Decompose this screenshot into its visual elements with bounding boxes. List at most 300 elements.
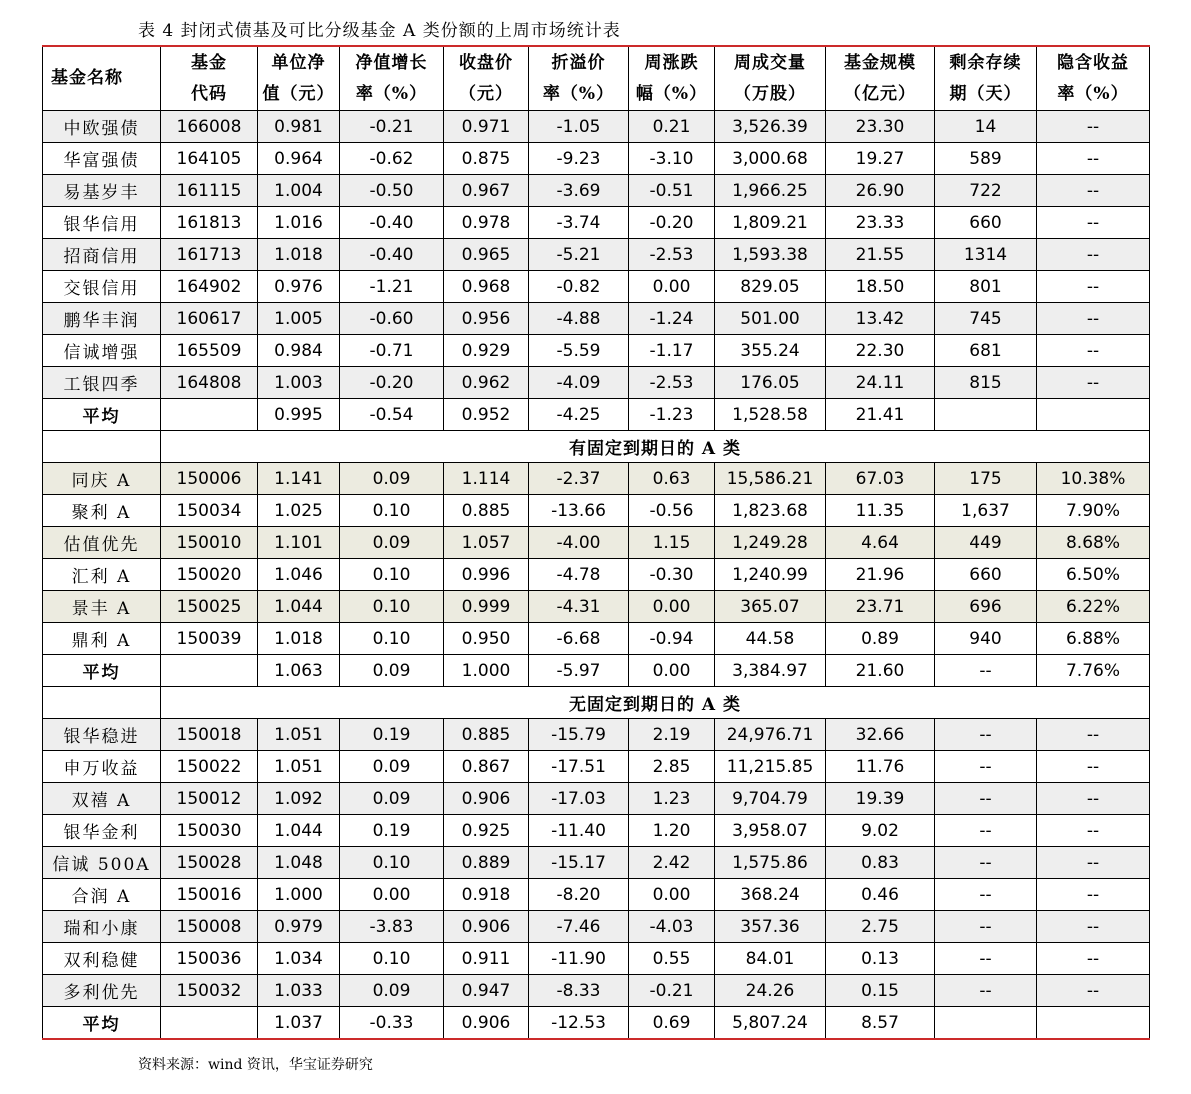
table-cell: 1.057 [444,527,529,559]
table-cell: -1.17 [629,335,715,367]
table-cell: 0.918 [444,879,529,911]
column-header [715,46,826,111]
table-cell: 1.114 [444,463,529,495]
table-cell: 1.000 [258,879,340,911]
fund-name-cell: 双禧 A [43,783,161,815]
table-cell: -3.69 [529,175,629,207]
table-cell: 7.90% [1037,495,1150,527]
table-cell: 1,809.21 [715,207,826,239]
table-row [43,815,1150,847]
fund-name-cell: 聚利 A [43,495,161,527]
table-cell: -1.21 [340,271,444,303]
fund-name-cell: 申万收益 [43,751,161,783]
column-header-text: 隐含收益 [1057,52,1129,73]
table-cell: 0.00 [340,879,444,911]
fund-name-cell: 交银信用 [43,271,161,303]
column-header [444,46,529,111]
table-cell: -4.78 [529,559,629,591]
table-cell: -- [1037,879,1150,911]
column-header-text: 值（元） [262,83,335,104]
table-cell: 1.046 [258,559,340,591]
average-cell: 1,528.58 [715,399,826,431]
table-cell: -17.03 [529,783,629,815]
table-cell: -4.00 [529,527,629,559]
table-cell: 368.24 [715,879,826,911]
table-cell: 1.048 [258,847,340,879]
column-header [826,46,935,111]
table-cell: 1.141 [258,463,340,495]
average-cell: -5.97 [529,655,629,687]
average-cell: 0.906 [444,1007,529,1040]
average-cell: 0.995 [258,399,340,431]
table-cell: 21.55 [826,239,935,271]
table-cell: 1,823.68 [715,495,826,527]
section-spacer [43,431,161,463]
table-cell: 0.00 [629,879,715,911]
table-cell: -11.90 [529,943,629,975]
table-cell: 1.092 [258,783,340,815]
table-cell: 0.968 [444,271,529,303]
table-cell: 0.996 [444,559,529,591]
table-cell: 1,575.86 [715,847,826,879]
table-cell: -- [1037,751,1150,783]
average-cell: -4.25 [529,399,629,431]
column-header-text: 基金 [191,52,227,73]
table-cell: 449 [935,527,1037,559]
table-cell: 0.10 [340,495,444,527]
table-cell: 0.885 [444,495,529,527]
table-cell: 0.971 [444,111,529,143]
table-cell: -0.21 [629,975,715,1007]
table-cell: 745 [935,303,1037,335]
table-cell: 0.19 [340,815,444,847]
table-cell: -- [935,943,1037,975]
table-cell: -- [1037,719,1150,751]
table-cell: 501.00 [715,303,826,335]
table-cell: 1.004 [258,175,340,207]
table-cell: 161115 [161,175,258,207]
table-cell: 19.39 [826,783,935,815]
table-cell: 1.005 [258,303,340,335]
table-cell: 0.925 [444,815,529,847]
column-header-text: 收盘价 [459,52,513,73]
table-cell: 23.30 [826,111,935,143]
column-header-text: 率（%） [355,83,428,104]
table-cell: 1.018 [258,623,340,655]
table-cell: 1.025 [258,495,340,527]
table-cell: -4.09 [529,367,629,399]
table-cell: 160617 [161,303,258,335]
table-cell: 0.21 [629,111,715,143]
table-cell: 1.23 [629,783,715,815]
table-cell: -15.79 [529,719,629,751]
table-row [43,591,1150,623]
table-cell: 0.00 [629,591,715,623]
table-cell: -15.17 [529,847,629,879]
fund-table-wrapper [42,45,1149,1040]
table-row [43,335,1150,367]
average-cell: 1.037 [258,1007,340,1040]
table-cell: 940 [935,623,1037,655]
table-cell: 0.10 [340,847,444,879]
average-cell: 0.952 [444,399,529,431]
table-cell: 0.10 [340,943,444,975]
table-cell: 696 [935,591,1037,623]
table-row [43,527,1150,559]
average-cell [935,1007,1037,1040]
table-row [43,143,1150,175]
column-header-text: 折溢价 [551,52,606,73]
table-row [43,495,1150,527]
table-cell: 150036 [161,943,258,975]
average-cell: -0.54 [340,399,444,431]
table-row [43,879,1150,911]
column-header-text: 率（%） [542,83,615,104]
table-cell: 15,586.21 [715,463,826,495]
table-cell: 1314 [935,239,1037,271]
column-header-text: 单位净 [271,52,326,73]
table-cell: 8.68% [1037,527,1150,559]
table-cell: -- [1037,271,1150,303]
table-row [43,367,1150,399]
average-cell: 5,807.24 [715,1007,826,1040]
table-cell: 9.02 [826,815,935,847]
table-cell: 0.962 [444,367,529,399]
table-cell: 1.044 [258,591,340,623]
fund-name-cell: 双利稳健 [43,943,161,975]
table-cell: 2.85 [629,751,715,783]
table-cell: 660 [935,207,1037,239]
average-cell [935,399,1037,431]
table-cell: 2.42 [629,847,715,879]
fund-name-cell: 信诚增强 [43,335,161,367]
average-cell: -0.33 [340,1007,444,1040]
average-cell [161,399,258,431]
table-cell: -17.51 [529,751,629,783]
table-cell: -0.62 [340,143,444,175]
table-cell: -9.23 [529,143,629,175]
average-cell [1037,399,1150,431]
table-row [43,559,1150,591]
table-row [43,207,1150,239]
column-header [161,46,258,111]
column-header-text: 幅（%） [635,83,708,104]
table-cell: 2.19 [629,719,715,751]
column-header-text: 期（天） [949,83,1022,104]
table-cell: 161713 [161,239,258,271]
table-cell: -- [1037,783,1150,815]
column-header-text: 剩余存续 [949,52,1022,73]
fund-name-cell: 银华金利 [43,815,161,847]
table-cell: -0.30 [629,559,715,591]
table-cell: 0.906 [444,783,529,815]
fund-name-cell: 银华稳进 [43,719,161,751]
table-cell: 150022 [161,751,258,783]
table-cell: 0.00 [629,271,715,303]
table-cell: -- [1037,303,1150,335]
table-cell: 32.66 [826,719,935,751]
table-cell: 1,240.99 [715,559,826,591]
table-cell: -- [935,975,1037,1007]
table-cell: 1.101 [258,527,340,559]
table-cell: 0.09 [340,975,444,1007]
fund-name-cell: 估值优先 [43,527,161,559]
column-header-text: 周成交量 [734,52,806,73]
table-cell: 84.01 [715,943,826,975]
average-row [43,399,1150,431]
column-header-text: 率（%） [1057,83,1129,104]
table-cell: 67.03 [826,463,935,495]
table-cell: 0.950 [444,623,529,655]
table-caption: 表 4 封闭式债基及可比分级基金 A 类份额的上周市场统计表 [138,21,621,41]
table-cell: 0.978 [444,207,529,239]
fund-name-cell: 银华信用 [43,207,161,239]
table-cell: 11.35 [826,495,935,527]
table-cell: -4.31 [529,591,629,623]
table-cell: 22.30 [826,335,935,367]
table-row [43,719,1150,751]
table-cell: 0.867 [444,751,529,783]
table-cell: -- [1037,911,1150,943]
average-cell: 1.063 [258,655,340,687]
table-cell: 357.36 [715,911,826,943]
fund-name-cell: 易基岁丰 [43,175,161,207]
table-cell: 365.07 [715,591,826,623]
table-cell: -8.33 [529,975,629,1007]
table-cell: -3.74 [529,207,629,239]
table-cell: 150018 [161,719,258,751]
average-label: 平均 [43,655,161,687]
column-header-text: 净值增长 [355,52,428,73]
table-cell: 0.947 [444,975,529,1007]
table-body [43,111,1150,1040]
average-cell: 3,384.97 [715,655,826,687]
fund-name-cell: 鼎利 A [43,623,161,655]
fund-name-cell: 鹏华丰润 [43,303,161,335]
table-cell: -5.21 [529,239,629,271]
table-cell: 0.09 [340,527,444,559]
table-cell: 150020 [161,559,258,591]
section-header-row [43,687,1150,719]
average-cell [1037,1007,1150,1040]
table-cell: 1.044 [258,815,340,847]
table-cell: -- [1037,815,1150,847]
table-cell: 0.929 [444,335,529,367]
table-cell: -6.68 [529,623,629,655]
table-cell: 11,215.85 [715,751,826,783]
column-header [43,46,161,111]
table-cell: 21.96 [826,559,935,591]
section-title: 无固定到期日的 A 类 [161,687,1150,719]
table-cell: -0.94 [629,623,715,655]
table-cell: 1,637 [935,495,1037,527]
column-header-text: 基金规模 [844,52,916,73]
table-cell: 13.42 [826,303,935,335]
table-cell: 24.11 [826,367,935,399]
table-row [43,303,1150,335]
table-cell: 0.89 [826,623,935,655]
table-cell: 150025 [161,591,258,623]
table-cell: 150032 [161,975,258,1007]
table-row [43,847,1150,879]
fund-name-cell: 同庆 A [43,463,161,495]
column-header-text: （万股） [734,83,806,104]
table-cell: 0.83 [826,847,935,879]
table-cell: 722 [935,175,1037,207]
table-cell: 2.75 [826,911,935,943]
table-cell: 0.967 [444,175,529,207]
table-cell: 150008 [161,911,258,943]
section-title: 有固定到期日的 A 类 [161,431,1150,463]
table-cell: -- [935,783,1037,815]
table-cell: -4.88 [529,303,629,335]
table-cell: 0.964 [258,143,340,175]
table-cell: -1.05 [529,111,629,143]
column-header [935,46,1037,111]
table-cell: 150034 [161,495,258,527]
table-cell: 11.76 [826,751,935,783]
table-cell: -- [1037,175,1150,207]
table-cell: -0.82 [529,271,629,303]
table-cell: 150012 [161,783,258,815]
table-cell: 0.906 [444,911,529,943]
fund-name-cell: 信诚 500A [43,847,161,879]
table-cell: 3,000.68 [715,143,826,175]
average-cell: 0.09 [340,655,444,687]
column-header-text: 周涨跌 [644,52,699,73]
table-cell: 3,958.07 [715,815,826,847]
column-header-text: （元） [459,83,513,104]
average-label: 平均 [43,1007,161,1040]
source-note: 资料来源：wind 资讯，华宝证券研究 [138,1057,373,1073]
fund-name-cell: 工银四季 [43,367,161,399]
table-row [43,463,1150,495]
table-cell: 1,966.25 [715,175,826,207]
table-cell: -- [935,847,1037,879]
table-cell: 0.911 [444,943,529,975]
average-cell: 21.41 [826,399,935,431]
table-cell: 1.016 [258,207,340,239]
table-cell: 10.38% [1037,463,1150,495]
table-cell: 1.15 [629,527,715,559]
average-cell: -12.53 [529,1007,629,1040]
table-row [43,783,1150,815]
table-cell: 0.13 [826,943,935,975]
table-cell: 176.05 [715,367,826,399]
table-cell: 150006 [161,463,258,495]
table-cell: 0.63 [629,463,715,495]
table-cell: 165509 [161,335,258,367]
table-cell: -0.51 [629,175,715,207]
table-row [43,175,1150,207]
table-row [43,623,1150,655]
table-cell: -0.56 [629,495,715,527]
table-cell: 0.956 [444,303,529,335]
table-cell: 1.051 [258,719,340,751]
table-cell: 681 [935,335,1037,367]
table-cell: 829.05 [715,271,826,303]
table-cell: 175 [935,463,1037,495]
table-cell: 164105 [161,143,258,175]
table-cell: 23.33 [826,207,935,239]
table-cell: 166008 [161,111,258,143]
column-header-text: 代码 [191,83,227,104]
section-spacer [43,687,161,719]
table-row [43,943,1150,975]
table-cell: 18.50 [826,271,935,303]
table-cell: 0.09 [340,783,444,815]
table-cell: 0.965 [444,239,529,271]
average-cell [161,655,258,687]
table-cell: -3.10 [629,143,715,175]
table-cell: 1.033 [258,975,340,1007]
table-cell: -- [1037,975,1150,1007]
table-cell: -0.20 [340,367,444,399]
table-cell: -11.40 [529,815,629,847]
table-cell: 150016 [161,879,258,911]
fund-name-cell: 多利优先 [43,975,161,1007]
table-cell: 23.71 [826,591,935,623]
fund-name-cell: 中欧强债 [43,111,161,143]
table-cell: 164808 [161,367,258,399]
table-cell: -- [1037,111,1150,143]
table-cell: 0.15 [826,975,935,1007]
table-cell: -- [935,719,1037,751]
column-header [629,46,715,111]
average-row [43,655,1150,687]
table-cell: -0.40 [340,207,444,239]
table-cell: -2.37 [529,463,629,495]
fund-name-cell: 汇利 A [43,559,161,591]
table-cell: 0.984 [258,335,340,367]
fund-name-cell: 瑞和小康 [43,911,161,943]
table-cell: 1.034 [258,943,340,975]
table-cell: 0.10 [340,623,444,655]
table-cell: -3.83 [340,911,444,943]
table-cell: 355.24 [715,335,826,367]
table-cell: 0.981 [258,111,340,143]
fund-name-cell: 景丰 A [43,591,161,623]
table-cell: 1,593.38 [715,239,826,271]
table-row [43,975,1150,1007]
table-row [43,911,1150,943]
table-cell: 801 [935,271,1037,303]
table-cell: 0.875 [444,143,529,175]
table-cell: -2.53 [629,367,715,399]
table-cell: -- [1037,335,1150,367]
table-cell: 0.46 [826,879,935,911]
table-cell: -0.50 [340,175,444,207]
table-cell: 24.26 [715,975,826,1007]
table-cell: -0.21 [340,111,444,143]
table-cell: -1.24 [629,303,715,335]
table-cell: -- [1037,143,1150,175]
table-cell: -- [935,751,1037,783]
table-cell: -- [1037,239,1150,271]
table-cell: 1.003 [258,367,340,399]
table-cell: -7.46 [529,911,629,943]
table-cell: -8.20 [529,879,629,911]
table-cell: 150030 [161,815,258,847]
table-cell: 660 [935,559,1037,591]
table-cell: 150010 [161,527,258,559]
column-header-text: （亿元） [844,83,916,104]
table-cell: 0.889 [444,847,529,879]
table-cell: -- [935,911,1037,943]
table-cell: 1.20 [629,815,715,847]
table-cell: 0.885 [444,719,529,751]
table-cell: 9,704.79 [715,783,826,815]
